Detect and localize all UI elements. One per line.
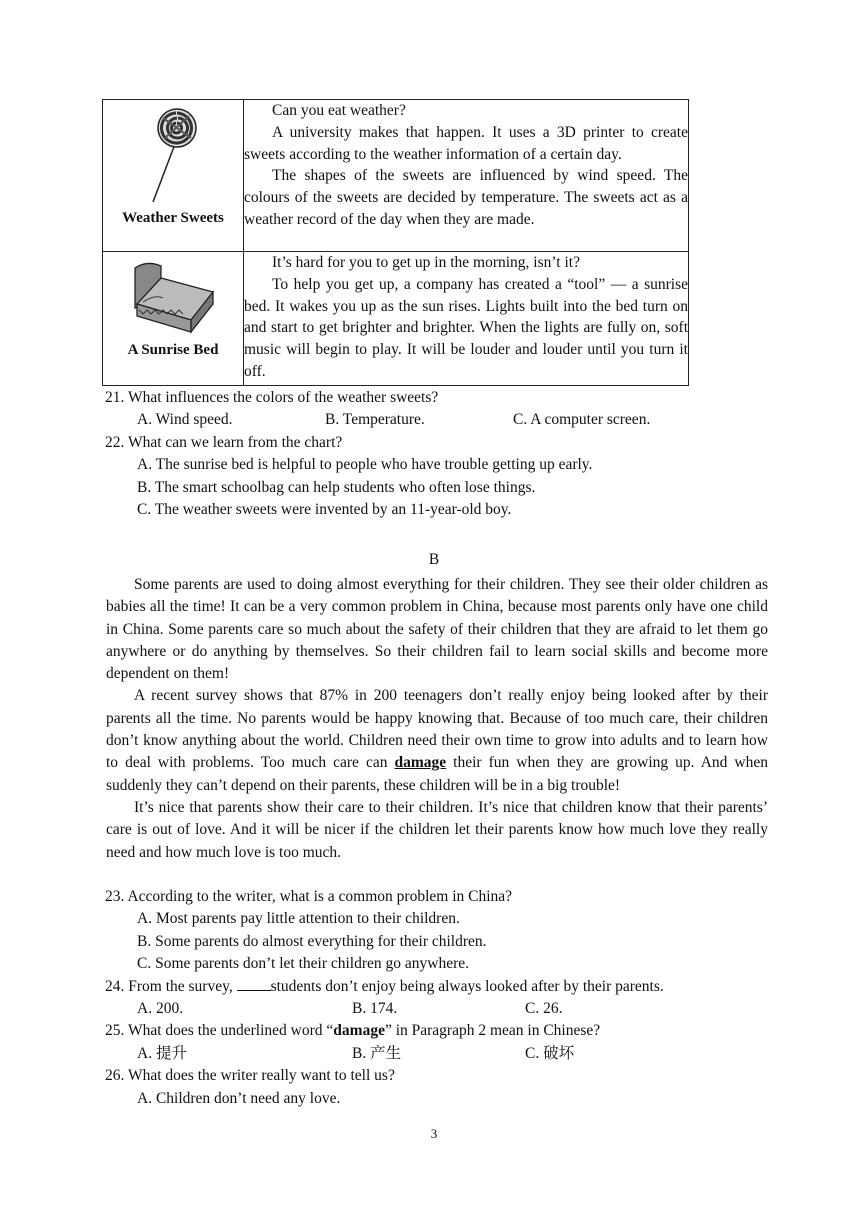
option-c[interactable]: C. The weather sweets were invented by an 11-year-old boy. [137,501,512,519]
weather-sweets-text [244,100,689,252]
option-a[interactable]: A. Children don’t need any love. [137,1089,341,1107]
section-heading: B [428,551,440,568]
underlined-word: damage [394,754,447,772]
weather-sweets-cell [103,100,244,252]
reading-passage [106,574,768,864]
passage-paragraph-3: It’s nice that parents show their care to their children. It’s nice that children know that their parents’ care is out of love. And it will be nicer if the children let their parents know how much love they really need and how much love is too much. [106,798,768,861]
option-a[interactable]: A. Most parents pay little attention to their children. [137,910,460,928]
question-21: 21. What influences the colors of the weather sweets? [105,389,439,406]
option-c[interactable]: C. 26. [525,1000,563,1018]
passage-paragraph-1: Some parents are used to doing almost everything for their children. They see their older children as babies all the time! It can be a very common problem in China, because most parents only have one child in China. Some parents care so much about the safety of their children that they are afraid to let them go anywhere or do anything by themselves. So their children fail to learn social skills and become more dependent on them! [106,576,768,683]
sunrise-bed-paragraph: It’s hard for you to get up in the morning, isn’t it? [272,254,580,271]
table-row [103,252,689,386]
page-number: 3 [430,1126,438,1141]
question-25-word: damage [333,1022,385,1040]
question-24 [105,976,770,998]
question-26: 26. What does the writer really want to tell us? [105,1067,395,1085]
question-22: 22. What can we learn from the chart? [105,433,343,451]
lollipop-icon [103,104,243,214]
option-b[interactable]: B. 174. [352,1000,398,1018]
question-25-options [137,1043,770,1065]
question-24-text-end: students don’t enjoy being always looked after by their parents. [270,977,664,995]
option-a[interactable]: A. Wind speed. [137,411,233,429]
weather-sweets-label: Weather Sweets [122,210,224,226]
paragraph-2-text-end: their fun when they are growing up. And when suddenly they can’t depend on their parents, these children will be in a big trouble! [106,754,768,794]
option-b[interactable]: B. Some parents do almost everything for their children. [137,932,487,950]
question-23: 23. According to the writer, what is a common problem in China? [105,888,513,905]
question-25-text: 25. What does the underlined word “ [105,1022,334,1040]
paragraph-2-text: A recent survey shows that 87% in 200 teenagers don’t really enjoy being looked after by their parents all the time. No parents would be happy knowing that. Because of too much care, their children don’t know anything about the world. Children need their own time to grow into adults and to learn how to deal with problems. Too much care can [106,687,768,772]
weather-sweets-paragraph: A university makes that happen. It uses a 3D printer to create sweets according to the weather information of a certain day. [244,123,688,163]
passage-paragraph-2 [106,685,768,796]
option-c[interactable]: C. Some parents don’t let their children go anywhere. [137,955,470,973]
option-a[interactable]: A. 提升 [137,1044,187,1062]
option-a[interactable]: A. The sunrise bed is helpful to people who have trouble getting up early. [137,456,593,474]
option-c[interactable]: C. A computer screen. [513,411,651,429]
question-24-text: 24. From the survey, [105,977,237,995]
weather-sweets-paragraph: The shapes of the sweets are influenced by wind speed. The colours of the sweets are decided by temperature. The sweets act as a weather record of the day when they are made. [244,167,688,228]
option-b[interactable]: B. Temperature. [325,411,425,429]
option-b[interactable]: B. 产生 [352,1044,402,1062]
sunrise-bed-paragraph: To help you get up, a company has created a “tool” — a sunrise bed. It wakes you up as the sun rises. Lights built into the bed turn on and start to get brighter and brighter. When the lights are fully on, soft music will begin to play. It will be louder and louder until you turn it off. [244,275,688,380]
table-row [103,100,689,252]
question-25 [105,1020,770,1042]
sunrise-bed-text [244,252,689,386]
weather-sweets-paragraph: Can you eat weather? [272,102,406,119]
option-b[interactable]: B. The smart schoolbag can help students who often lose things. [137,478,536,496]
questions-section-b [105,886,770,1110]
sunrise-bed-label: A Sunrise Bed [127,342,219,358]
bed-icon [103,258,243,338]
info-table [102,99,689,386]
option-a[interactable]: A. 200. [137,1000,184,1018]
question-25-text-end: ” in Paragraph 2 mean in Chinese? [384,1022,601,1040]
option-c[interactable]: C. 破坏 [525,1044,575,1062]
question-24-options [137,998,770,1020]
answer-blank [237,976,271,991]
question-21-options [137,409,770,431]
questions-section-a [105,387,770,521]
sunrise-bed-cell [103,252,244,386]
